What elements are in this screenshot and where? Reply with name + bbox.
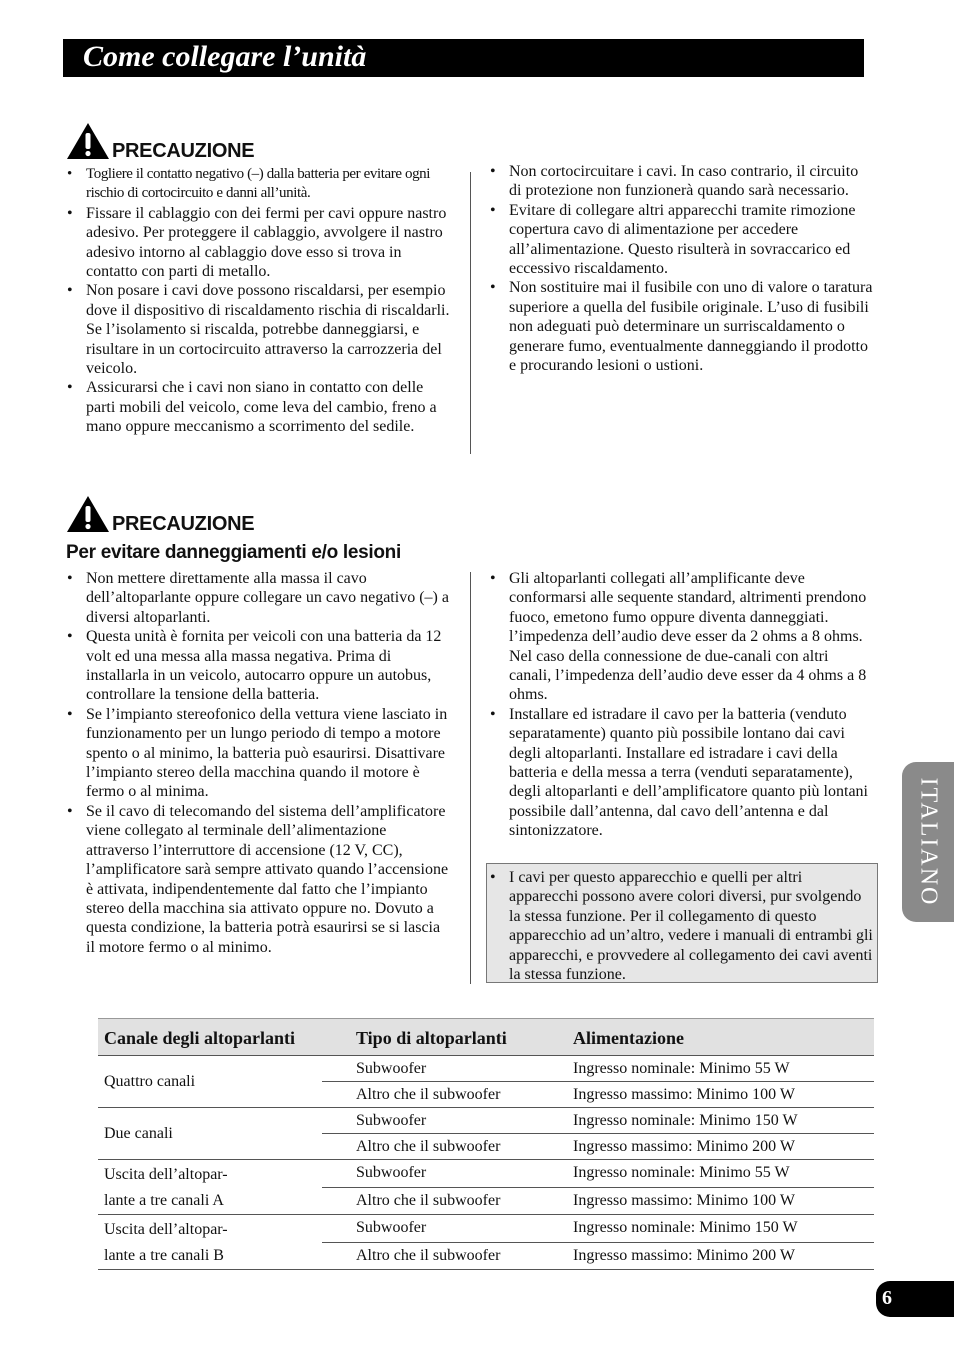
warning-icon (66, 495, 110, 533)
caution-list-right-1 (489, 162, 873, 375)
power-cell: Ingresso nominale: Minimo 55 W (567, 1160, 874, 1188)
note-box (486, 863, 878, 983)
power-cell: Ingresso nominale: Minimo 150 W (567, 1215, 874, 1243)
caution-list-left-1 (66, 165, 450, 437)
section-subheading: Per evitare danneggiamenti e/o lesioni (66, 542, 401, 563)
list-item: • Se l’impianto stereofonico della vettura viene lasciato in funzionamento per un lungo periodo di tempo a motore spento o al minimo, la batteria può esaurirsi. Disattivare l’impianto stereo della macchina quando il motore è fermo o al minima. (66, 705, 450, 802)
note-list (489, 868, 873, 984)
page-title: Come collegare l’unità (83, 40, 367, 73)
list-item: • Se il cavo di telecomando del sistema dell’amplificatore viene collegato al terminale dell’alimentazione attraverso l’interruttore di accensione (12 V, CC), l’amplificatore sarà sempre attivato quando l’accensione è attivata, indipendentemente dal fatto che l’impianto stereo della macchina sia attivato oppure no. Dovuto a questa condizione, la batteria potrà esaurirsi se si lascia il motore fermo o al minimo. (66, 802, 450, 957)
type-cell: Subwoofer (322, 1108, 567, 1134)
power-cell: Ingresso massimo: Minimo 100 W (567, 1082, 874, 1108)
power-cell: Ingresso nominale: Minimo 55 W (567, 1056, 874, 1082)
table-header-row (98, 1019, 874, 1056)
type-cell: Subwoofer (322, 1056, 567, 1082)
list-item: • Non mettere direttamente alla massa il cavo dell’altoparlante oppure collegare un cavo negativo (–) a diversi altoparlanti. (66, 569, 450, 627)
caution-label: PRECAUZIONE (112, 140, 255, 162)
header-type: Tipo di altoparlanti (322, 1019, 567, 1056)
power-cell: Ingresso nominale: Minimo 150 W (567, 1108, 874, 1134)
channel-cell: Uscita dell’altopar- lante a tre canali B (98, 1215, 322, 1270)
speaker-table (98, 1018, 874, 1270)
list-item: • Evitare di collegare altri apparecchi tramite rimozione copertura cavo di alimentazione per accedere all’alimentazione. Questo risulterà in sovraccarico ed eccessivo riscaldamento. (489, 201, 873, 279)
list-item: • Non cortocircuitare i cavi. In caso contrario, il circuito di protezione non funzionerà quando sarà necessario. (489, 162, 873, 201)
list-item: • Togliere il contatto negativo (–) dalla batteria per evitare ogni rischio di cortocircuito e danni all’unità. (66, 165, 450, 204)
caution-list-right-2 (489, 569, 873, 841)
caution-label: PRECAUZIONE (112, 513, 255, 535)
table-row (98, 1215, 874, 1243)
caution-list-left-2 (66, 569, 450, 957)
type-cell: Subwoofer (322, 1215, 567, 1243)
table-row (98, 1056, 874, 1082)
list-item: • Gli altoparlanti collegati all’amplificante deve conformarsi alle sequente standard, altrimenti prendono fuoco, emetono fumo oppure diventa danneggiati. l’impedenza dell’audio deve esser da 2 ohms a 8 ohms. Nel caso della connessione de due-canali con altri canali, l’impedenza dell’audio deve esser da 4 ohms a 8 ohms. (489, 569, 873, 705)
column-divider (470, 572, 471, 984)
channel-cell: Quattro canali (98, 1056, 322, 1108)
table-row (98, 1160, 874, 1188)
power-cell: Ingresso massimo: Minimo 200 W (567, 1134, 874, 1160)
language-tab-label: ITALIANO (915, 777, 942, 907)
list-item: • Non posare i cavi dove possono riscaldarsi, per esempio dove il dispositivo di riscaldamento rischia di riscaldarli. Se l’isolamento si riscalda, potrebbe danneggiarsi, e risultare in un cortocircuito attraverso la carrozzeria del veicolo. (66, 281, 450, 378)
column-divider (470, 172, 471, 454)
header-channel: Canale degli altoparlanti (98, 1019, 322, 1056)
page-number-tab (876, 1281, 954, 1317)
type-cell: Altro che il subwoofer (322, 1134, 567, 1160)
type-cell: Altro che il subwoofer (322, 1082, 567, 1108)
type-cell: Subwoofer (322, 1160, 567, 1188)
list-item: • Non sostituire mai il fusibile con uno di valore o taratura superiore a quella del fusibile originale. L’uso di fusibili non adeguati può determinare un surriscaldamento o generare fumo, eventualmente danneggiando il prodotto e procurando lesioni o ustioni. (489, 278, 873, 375)
type-cell: Altro che il subwoofer (322, 1187, 567, 1215)
list-item: • Questa unità è fornita per veicoli con una batteria da 12 volt ed una messa alla massa negativa. Prima di installarla in un veicolo, autocarro oppure un autobus, controllare la tensione della batteria. (66, 627, 450, 705)
note-item: • I cavi per questo apparecchio e quelli per altri apparecchi possono avere colori diversi, pur svolgendo la stessa funzione. Per il collegamento di questo apparecchio ad un’altro, vedere i manuali di entrambi gli apparecchi, e provvedere al collegamento dei cavi aventi la stessa funzione. (489, 868, 873, 984)
channel-cell: Uscita dell’altopar- lante a tre canali A (98, 1160, 322, 1215)
channel-cell: Due canali (98, 1108, 322, 1160)
header-power: Alimentazione (567, 1019, 874, 1056)
power-cell: Ingresso massimo: Minimo 200 W (567, 1242, 874, 1270)
table-row (98, 1108, 874, 1134)
power-cell: Ingresso massimo: Minimo 100 W (567, 1187, 874, 1215)
language-tab (902, 762, 954, 922)
type-cell: Altro che il subwoofer (322, 1242, 567, 1270)
warning-icon (66, 122, 110, 160)
list-item: • Assicurarsi che i cavi non siano in contatto con delle parti mobili del veicolo, come leva del cambio, freno a mano oppure meccanismo a scorrimento del sedile. (66, 378, 450, 436)
page-number: 6 (882, 1287, 892, 1309)
page-title-bar (63, 39, 864, 77)
list-item: • Fissare il cablaggio con dei fermi per cavi oppure nastro adesivo. Per proteggere il cablaggio, avvolgere il nastro adesivo intorno al cablaggio dove esso si trova in contatto con parti di metallo. (66, 204, 450, 282)
list-item: • Installare ed istradare il cavo per la batteria (venduto separatamente) quanto più possibile lontano dai cavi degli altoparlanti. Installare ed istradare i cavi della batteria e della messa a terra (venduti separatamente), degli altoparlanti e dell’amplificatore quanto più lontani possibile dall’antenna, dal cavo dell’antenna e dal sintonizzatore. (489, 705, 873, 841)
